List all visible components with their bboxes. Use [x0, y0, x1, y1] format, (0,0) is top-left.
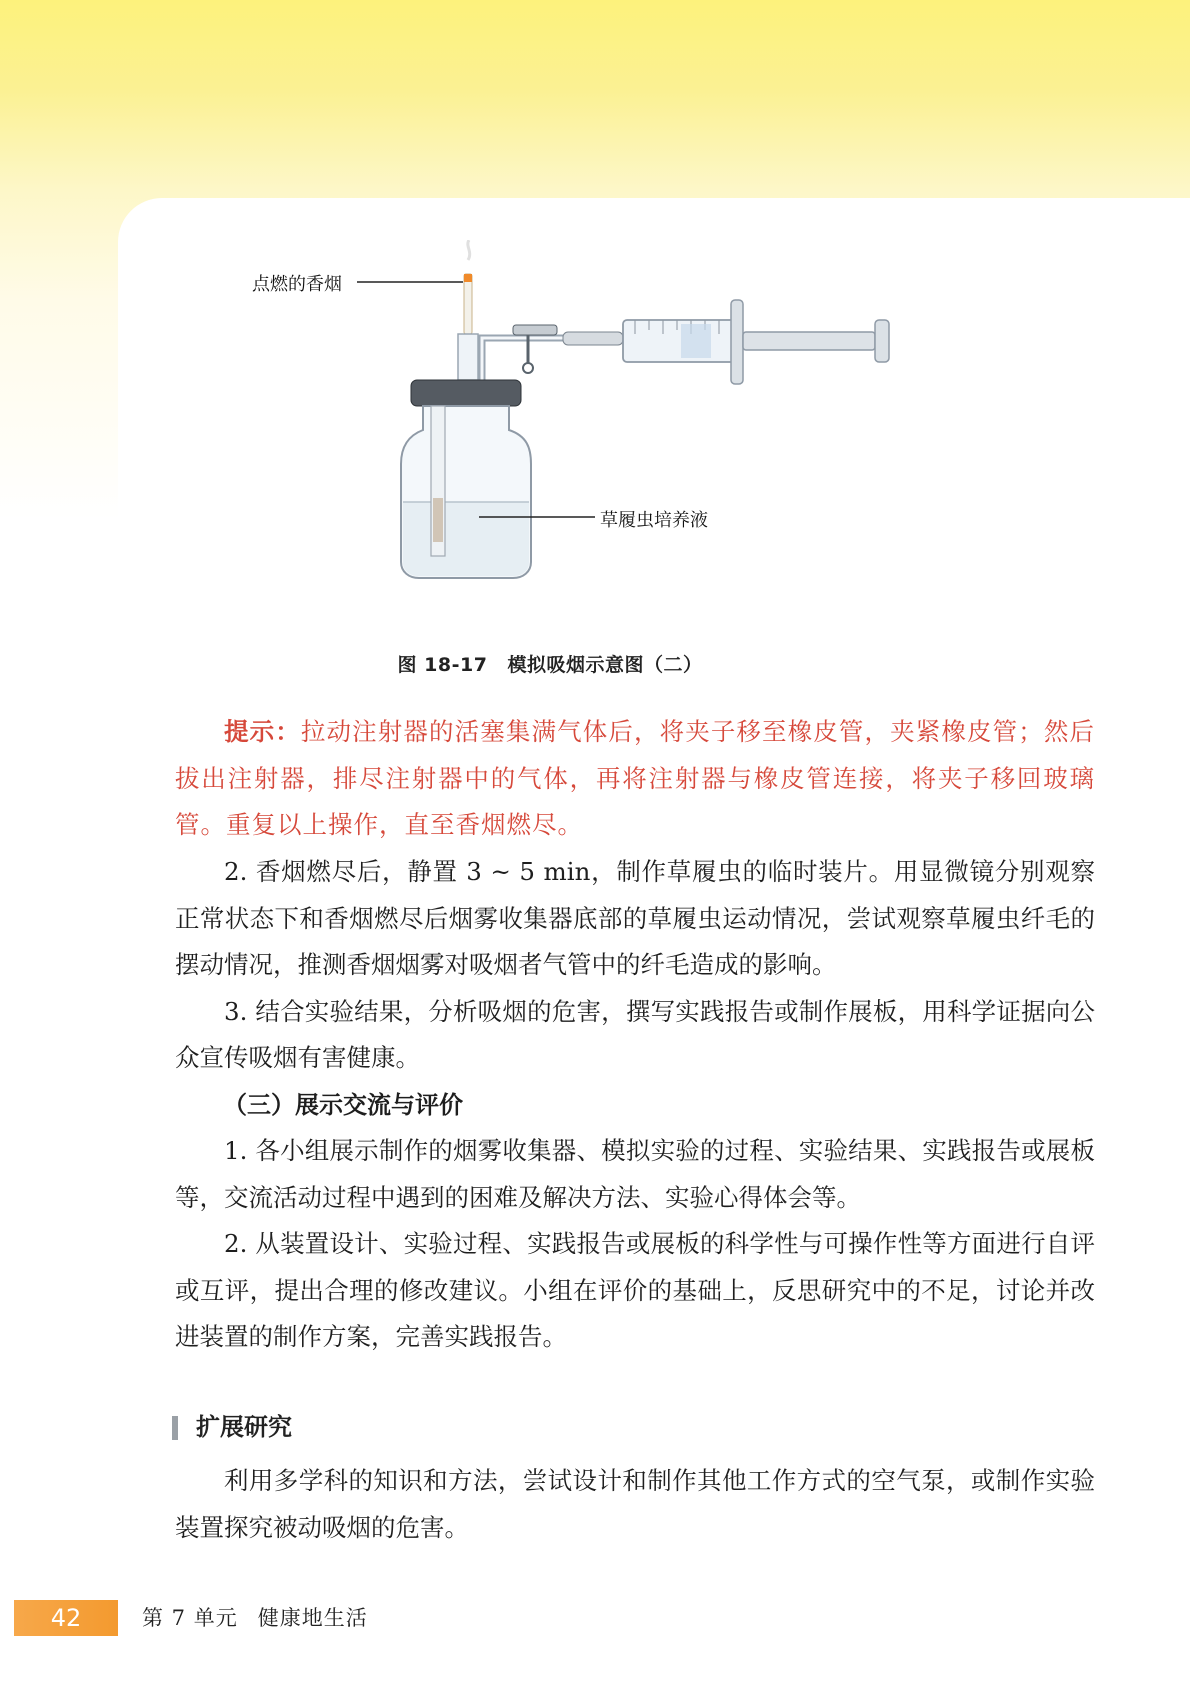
extension-text — [175, 1458, 1095, 1551]
page-footer — [0, 1600, 600, 1636]
syringe-plunger-head — [875, 320, 889, 362]
unit-number: 第 7 单元 — [142, 1606, 238, 1630]
caption-title: 模拟吸烟示意图（二） — [507, 654, 703, 676]
syringe-barrel — [623, 320, 735, 362]
unit-title: 健康地生活 — [257, 1606, 368, 1630]
paragraph-showcase-2: 2. 从装置设计、实验过程、实践报告或展板的科学性与可操作性等方面进行自评或互评，提出合理的修改建议。小组在评价的基础上，反思研究中的不足，讨论并改进装置的制作方案，完善实践报告。 — [175, 1229, 1095, 1351]
figure-smoking-simulation — [265, 240, 1025, 640]
label-lit-cigarette: 点燃的香烟 — [252, 274, 342, 295]
extension-title: 扩展研究 — [196, 1413, 292, 1441]
heading-bar-icon — [172, 1416, 178, 1440]
clamp — [513, 325, 557, 373]
extension-heading — [172, 1410, 292, 1444]
rubber-tube — [563, 332, 623, 345]
bottle-outlet-tube — [482, 338, 565, 380]
tip-box — [175, 709, 1095, 849]
unit-label — [142, 1600, 368, 1636]
paragraph-extension: 利用多学科的知识和方法，尝试设计和制作其他工作方式的空气泵，或制作实验装置探究被动吸烟的危害。 — [175, 1466, 1095, 1542]
tip-text: 拉动注射器的活塞集满气体后，将夹子移至橡皮管，夹紧橡皮管；然后拔出注射器，排尽注射器中的气体，再将注射器与橡皮管连接，将夹子移回玻璃管。重复以上操作，直至香烟燃尽。 — [175, 717, 1096, 839]
culture-liquid — [403, 502, 529, 576]
tip-heading: 提示： — [224, 717, 301, 746]
syringe-flange — [731, 300, 743, 384]
caption-number: 图 18-17 — [397, 654, 488, 676]
figure-caption — [0, 650, 1100, 677]
paragraph-showcase-1: 1. 各小组展示制作的烟雾收集器、模拟实验的过程、实验结果、实践报告或展板等，交流活动过程中遇到的困难及解决方法、实验心得体会等。 — [175, 1136, 1095, 1212]
bottle-inlet-tube — [458, 334, 478, 380]
subheading-showcase: （三）展示交流与评价 — [223, 1090, 463, 1119]
label-culture-liquid: 草履虫培养液 — [600, 510, 708, 531]
cigarette — [464, 274, 472, 334]
paragraph-step-3: 3. 结合实验结果，分析吸烟的危害，撰写实践报告或制作展板，用科学证据向公众宣传吸烟有害健康。 — [175, 996, 1095, 1072]
cigarette-ember — [464, 274, 472, 282]
main-text — [175, 849, 1095, 1361]
paragraph-step-2: 2. 香烟燃尽后，静置 3 ~ 5 min，制作草履虫的临时装片。用显微镜分别观察正常状态下和香烟燃尽后烟雾收集器底部的草履虫运动情况，尝试观察草履虫纤毛的摆动情况，推测香烟烟雾对吸烟者气管中的纤毛造成的影响。 — [175, 857, 1095, 979]
page-number: 42 — [14, 1600, 118, 1636]
syringe-plunger — [743, 332, 875, 350]
bottle-stopper — [411, 380, 521, 406]
smoke-wisp — [468, 240, 470, 260]
